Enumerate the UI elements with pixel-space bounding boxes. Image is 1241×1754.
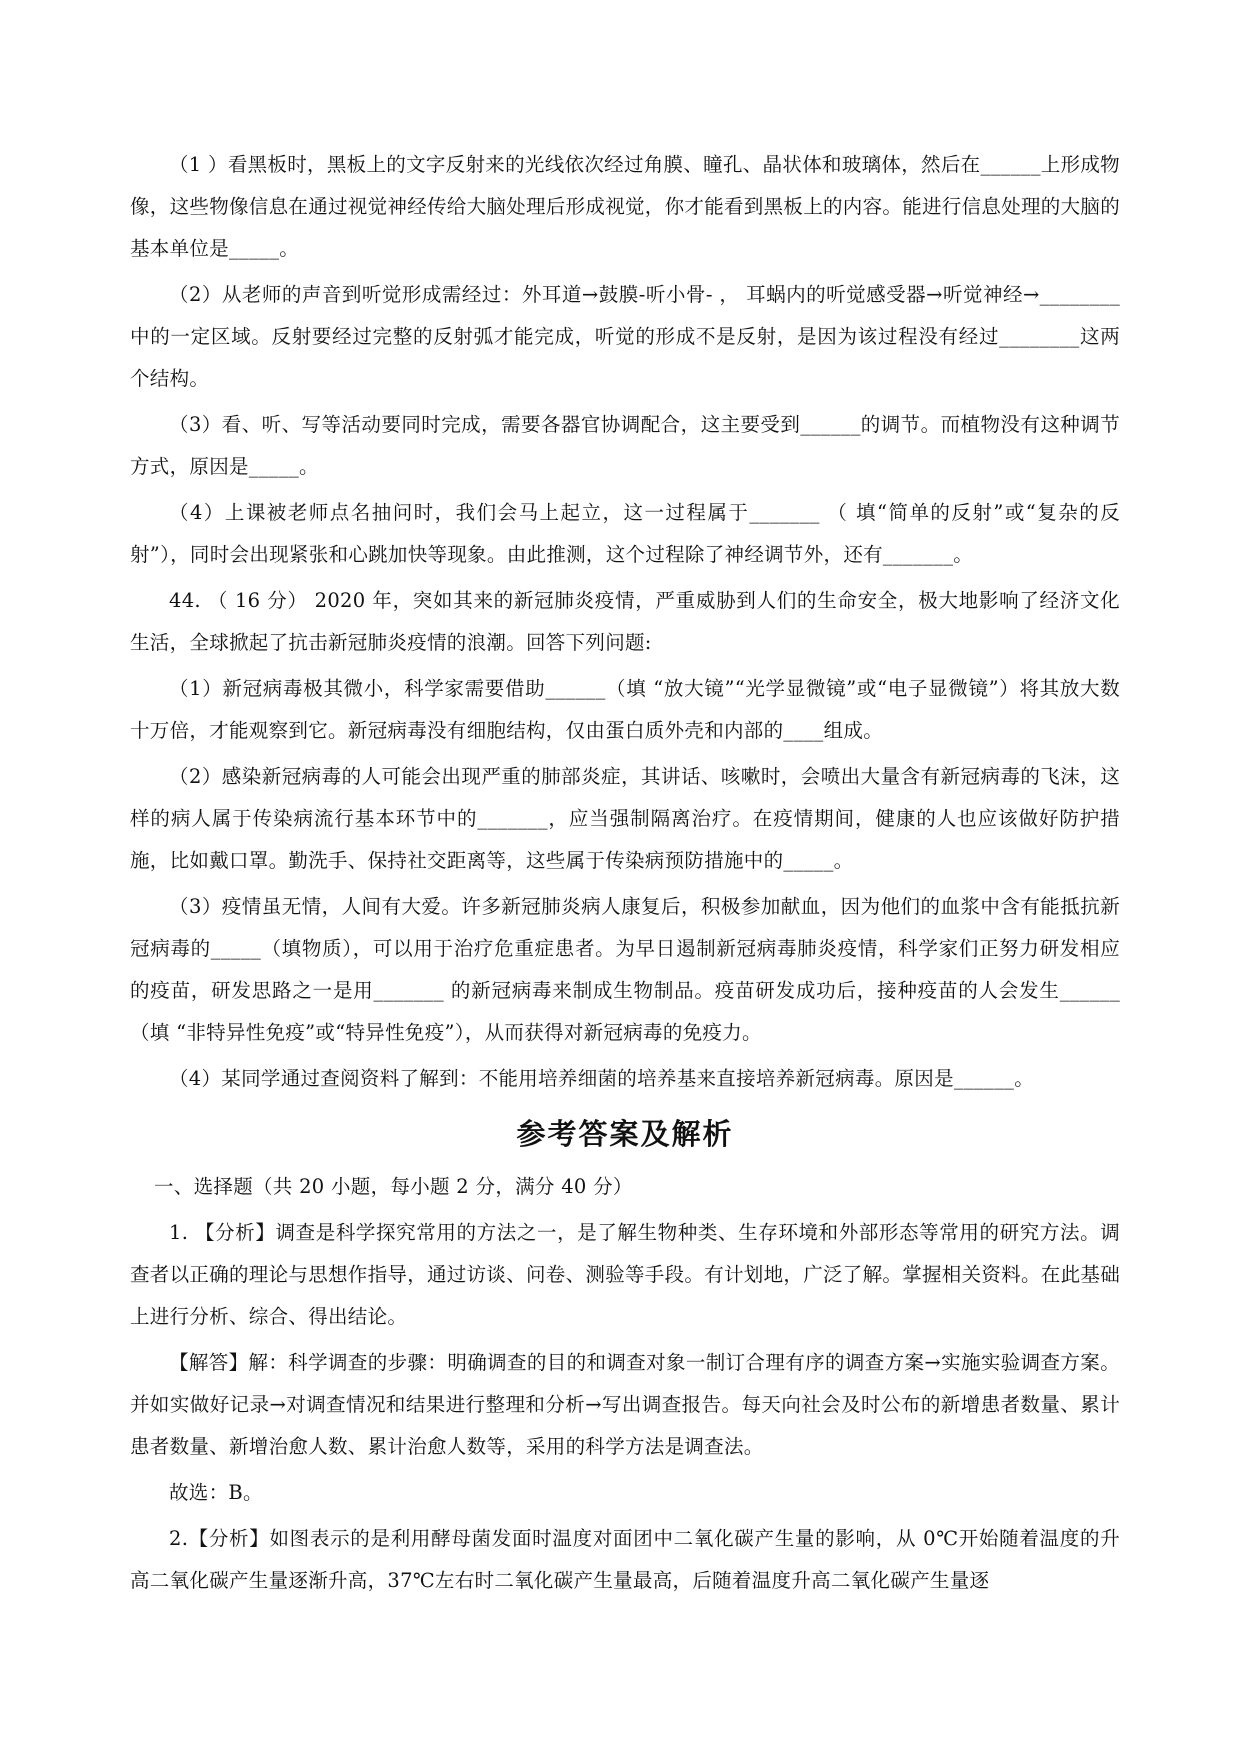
answers-title: 参考答案及解析 bbox=[516, 1117, 734, 1151]
q43-part3: （3）看、听、写等活动要同时完成，需要各器官协调配合，这主要受到______的调节。而植物没有这种调节方式，原因是_____。 bbox=[130, 413, 1120, 478]
q44-part3: （3）疫情虽无情，人间有大爱。许多新冠肺炎病人康复后，积极参加献血，因为他们的血浆中含有能抵抗新冠病毒的_____（填物质），可以用于治疗危重症患者。为早日遏制新冠病毒肺炎疫情，科学家们正努力研发相应的疫苗，研发思路之一是用_______ 的新冠病毒来制成生物制品。疫苗研发成功后，接种疫苗的人会发生______（填 “非特异性免疫”或“特异性免疫”），从而获得对新冠病毒的免疫力。 bbox=[130, 895, 1120, 1044]
q44-part4: （4）某同学通过查阅资料了解到：不能用培养细菌的培养基来直接培养新冠病毒。原因是______。 bbox=[169, 1067, 1035, 1090]
q44-part1: （1）新冠病毒极其微小，科学家需要借助______（填 “放大镜”“光学显微镜”或“电子显微镜”）将其放大数十万倍，才能观察到它。新冠病毒没有细胞结构，仅由蛋白质外壳和内部的____组成。 bbox=[130, 677, 1120, 742]
q43-part1: （1 ）看黑板时，黑板上的文字反射来的光线依次经过角膜、瞳孔、晶状体和玻璃体，然后在______上形成物像，这些物像信息在通过视觉神经传给大脑处理后形成视觉，你才能看到黑板上的内容。能进行信息处理的大脑的基本单位是_____。 bbox=[130, 153, 1121, 260]
section-one-heading: 一、选择题（共 20 小题，每小题 2 分，满分 40 分） bbox=[154, 1175, 633, 1198]
answer-2-analysis: 2.【分析】如图表示的是利用酵母菌发面时温度对面团中二氧化碳产生量的影响，从 0℃开始随着温度的升高二氧化碳产生量逐渐升高，37℃左右时二氧化碳产生量最高，后随着温度升高二氧化碳产生量逐 bbox=[130, 1527, 1120, 1592]
answer-1-choice: 故选：B。 bbox=[169, 1481, 263, 1504]
answer-1-solution: 【解答】解：科学调查的步骤：明确调查的目的和调查对象一制订合理有序的调查方案→实施实验调查方案。并如实做好记录→对调查情况和结果进行整理和分析→写出调查报告。每天向社会及时公布的新增患者数量、累计患者数量、新增治愈人数、累计治愈人数等，采用的科学方法是调查法。 bbox=[130, 1351, 1120, 1458]
q44-part2: （2）感染新冠病毒的人可能会出现严重的肺部炎症，其讲话、咳嗽时，会喷出大量含有新冠病毒的飞沫，这样的病人属于传染病流行基本环节中的_______，应当强制隔离治疗。在疫情期间，健康的人也应该做好防护措施，比如戴口罩。勤洗手、保持社交距离等，这些属于传染病预防措施中的_____。 bbox=[130, 765, 1120, 872]
answer-1-analysis: 1. 【分析】调查是科学探究常用的方法之一，是了解生物种类、生存环境和外部形态等常用的研究方法。调查者以正确的理论与思想作指导，通过访谈、问卷、测验等手段。有计划地，广泛了解。掌握相关资料。在此基础上进行分析、综合、得出结论。 bbox=[130, 1221, 1121, 1328]
q44-intro: 44. （ 16 分） 2020 年，突如其来的新冠肺炎疫情，严重威胁到人们的生命安全，极大地影响了经济文化生活，全球掀起了抗击新冠肺炎疫情的浪潮。回答下列问题: bbox=[130, 589, 1120, 654]
q43-part4: （4）上课被老师点名抽问时，我们会马上起立，这一过程属于_______ （ 填“简单的反射”或“复杂的反射”），同时会出现紧张和心跳加快等现象。由此推测，这个过程除了神经调节外，还有_______。 bbox=[130, 501, 1120, 566]
q43-part2: （2）从老师的声音到听觉形成需经过：外耳道→鼓膜-听小骨- ， 耳蜗内的听觉感受器→听觉神经→________中的一定区域。反射要经过完整的反射弧才能完成，听觉的形成不是反射，是因为该过程没有经过________这两个结构。 bbox=[130, 283, 1120, 390]
page-content bbox=[130, 144, 1120, 1606]
